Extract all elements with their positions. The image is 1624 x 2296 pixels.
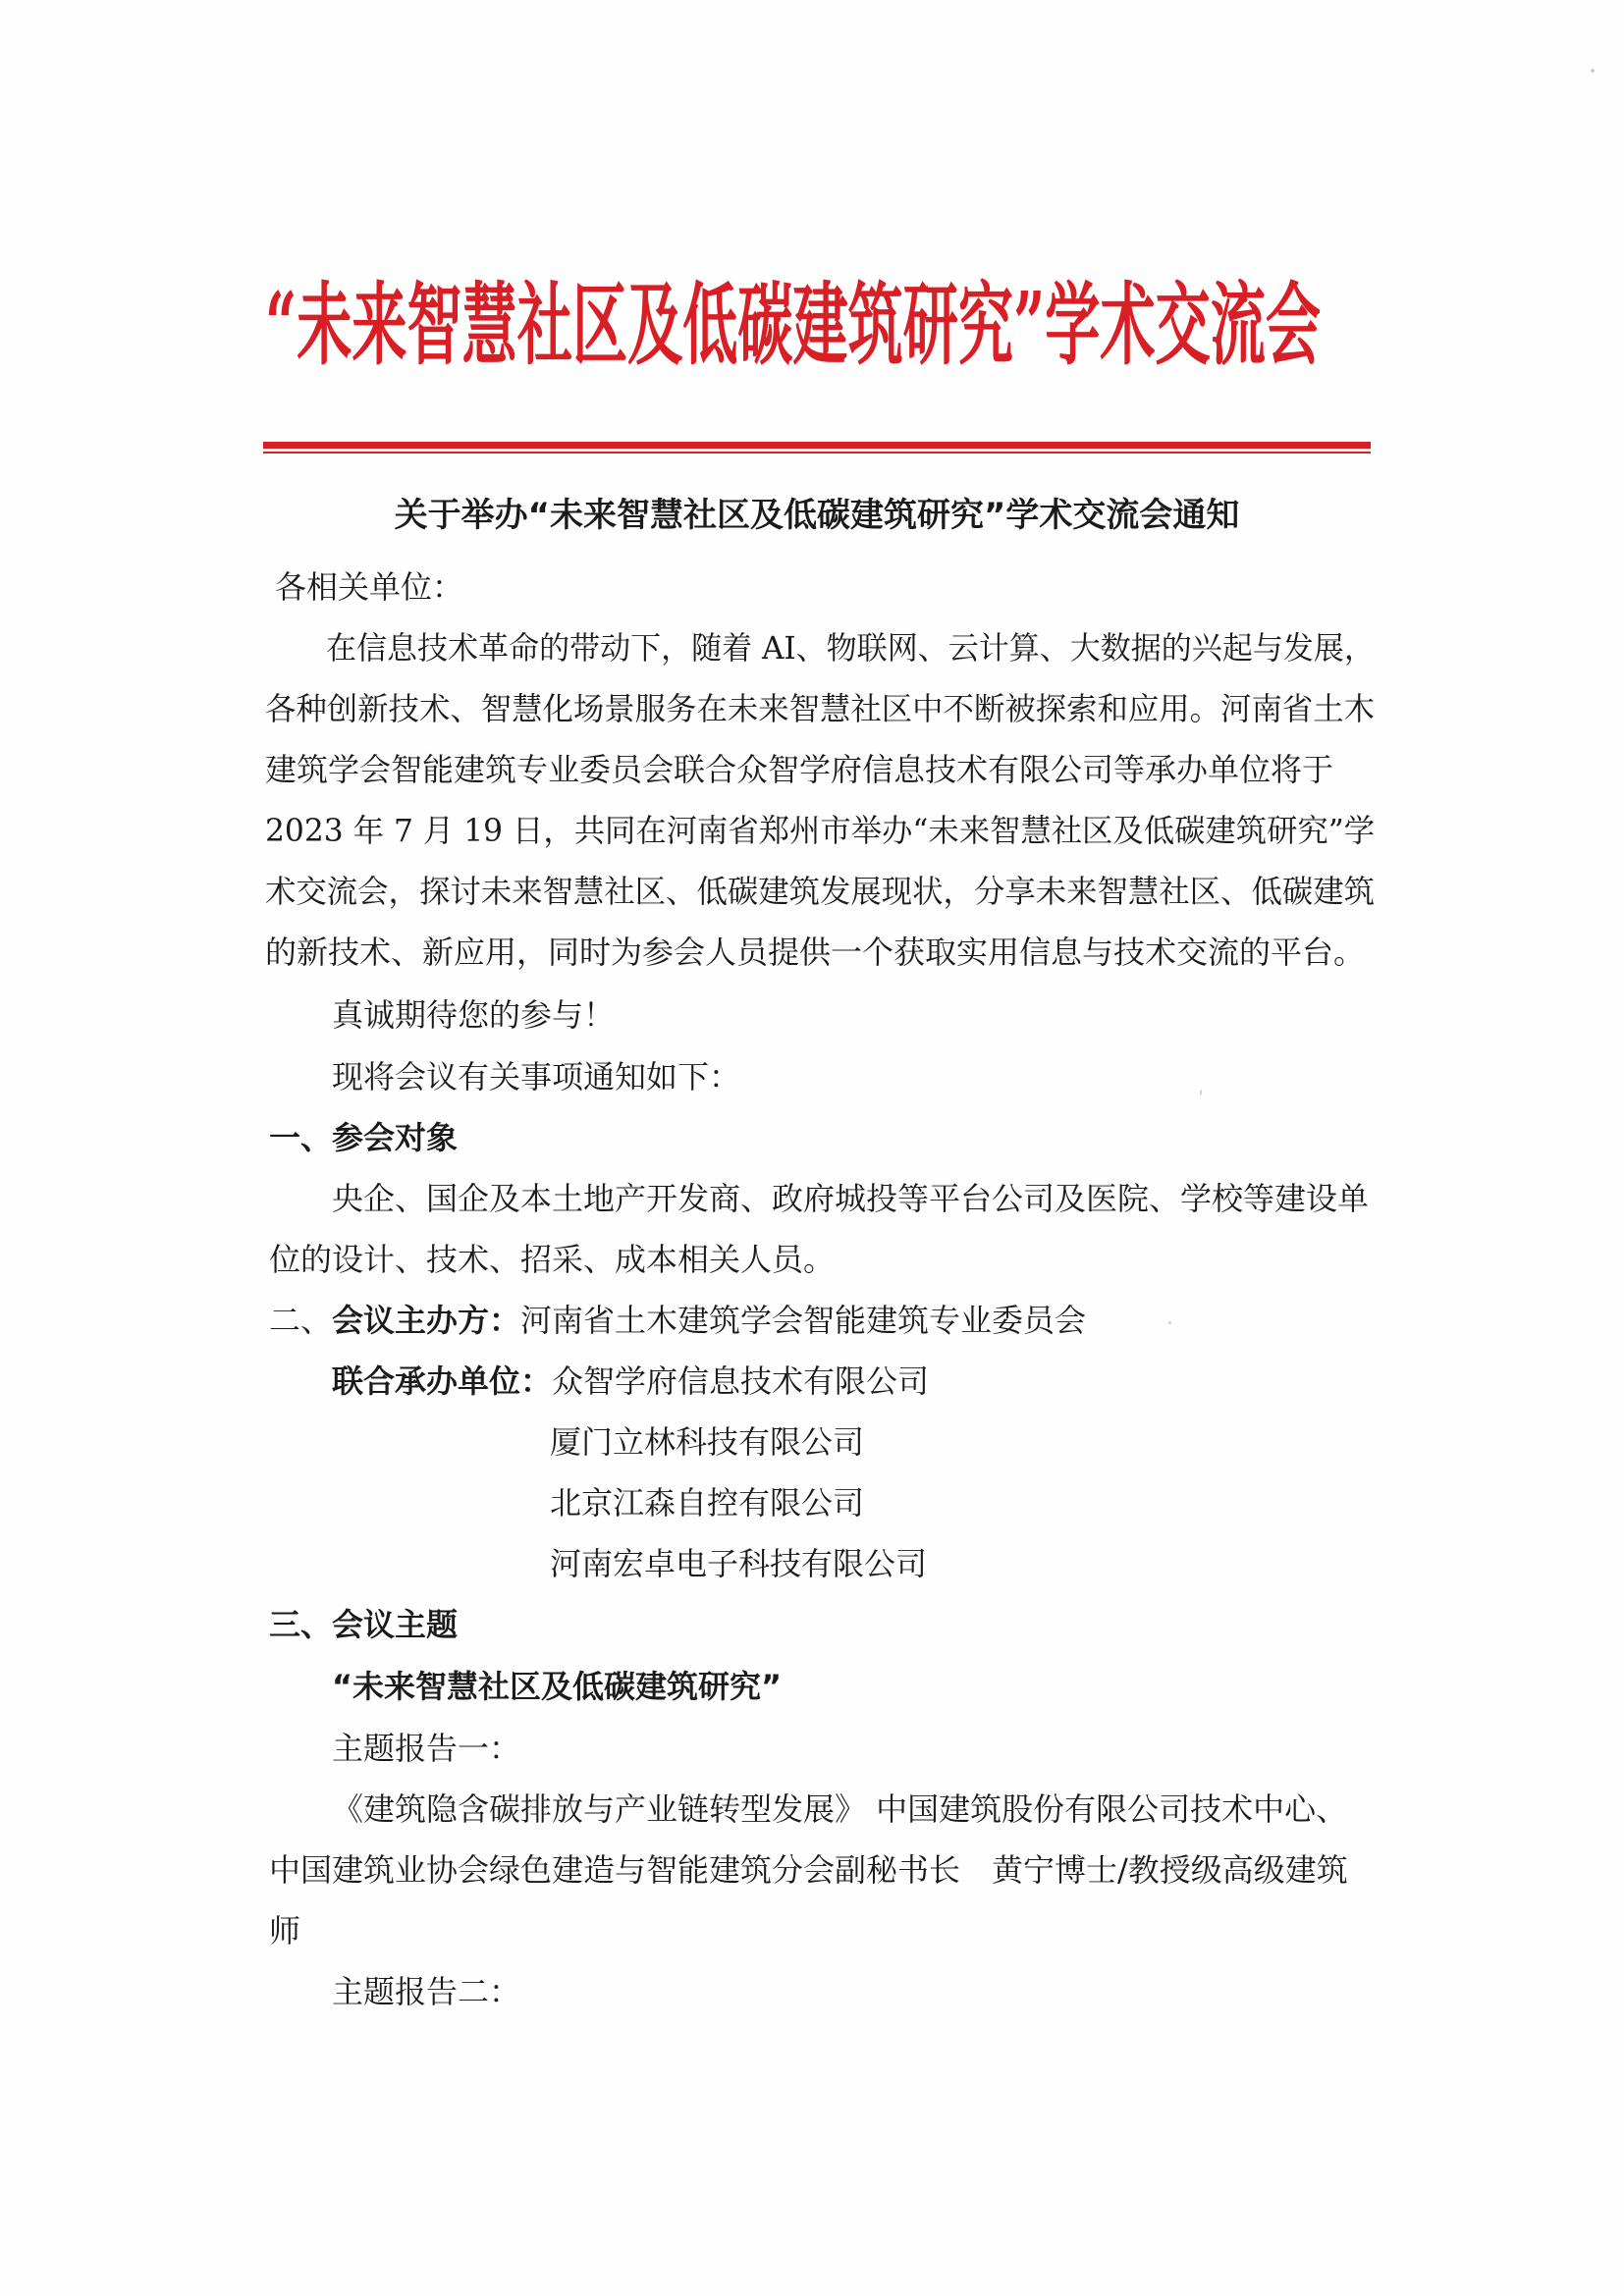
preface-line: 现将会议有关事项通知如下： (332, 1058, 741, 1095)
intro-line-2: 各种创新技术、智慧化场景服务在未来智慧社区中不断被探索和应用。河南省土木 (265, 690, 1376, 727)
intro-line-1: 在信息技术革命的带动下，随着 AI、物联网、云计算、大数据的兴起与发展， (326, 629, 1375, 667)
section1-heading: 一、参会对象 (269, 1119, 459, 1156)
scan-speck (1591, 69, 1595, 73)
section3-theme: “未来智慧社区及低碳建筑研究” (332, 1668, 783, 1705)
section1-line-2: 位的设计、技术、招采、成本相关人员。 (269, 1241, 836, 1278)
anticipation-line: 真诚期待您的参与！ (332, 996, 616, 1034)
notice-title: 关于举办“未来智慧社区及低碳建筑研究”学术交流会通知 (394, 496, 1240, 535)
scan-speck (1168, 1321, 1171, 1324)
section2-co-row (332, 1357, 929, 1406)
red-divider-thick (263, 442, 1371, 449)
section2-prefix: 二、 (269, 1302, 333, 1339)
intro-line-6: 的新技术、新应用，同时为参会人员提供一个获取实用信息与技术交流的平台。 (265, 934, 1366, 971)
intro-line-3: 建筑学会智能建筑专业委员会联合众智学府信息技术有限公司等承办单位将于 (265, 751, 1334, 788)
red-divider-thin (263, 452, 1371, 454)
intro-line-4: 2023 年 7 月 19 日，共同在河南省郑州市举办“未来智慧社区及低碳建筑研究”学 (265, 812, 1376, 849)
section2-host-label: 会议主办方： (332, 1302, 521, 1339)
report1-line-3: 师 (269, 1912, 301, 1949)
section1-line-1: 央企、国企及本土地产开发商、政府城投等平台公司及医院、学校等建设单 (332, 1180, 1370, 1217)
intro-line-5: 术交流会，探讨未来智慧社区、低碳建筑发展现状，分享未来智慧社区、低碳建筑 (265, 873, 1376, 910)
co-org-2: 厦门立林科技有限公司 (550, 1423, 865, 1461)
section2-host-value: 河南省土木建筑学会智能建筑专业委员会 (520, 1302, 1087, 1339)
section2-host-row (269, 1296, 1086, 1345)
report2-label: 主题报告二： (332, 1973, 521, 2010)
report1-label: 主题报告一： (332, 1730, 521, 1767)
co-org-4: 河南宏卓电子科技有限公司 (550, 1545, 928, 1582)
section2-co-label: 联合承办单位： (332, 1362, 553, 1400)
masthead-title: “未来智慧社区及低碳建筑研究”学术交流会 (265, 272, 1321, 378)
co-org-1: 众智学府信息技术有限公司 (552, 1362, 930, 1400)
salutation: 各相关单位： (275, 568, 464, 606)
scan-speck (1200, 1090, 1202, 1095)
section3-heading: 三、会议主题 (269, 1606, 459, 1643)
co-org-3: 北京江森自控有限公司 (550, 1484, 865, 1522)
report1-line-1: 《建筑隐含碳排放与产业链转型发展》 中国建筑股份有限公司技术中心、 (332, 1790, 1348, 1828)
report1-line-2: 中国建筑业协会绿色建造与智能建筑分会副秘书长 黄宁博士/教授级高级建筑 (269, 1851, 1348, 1889)
